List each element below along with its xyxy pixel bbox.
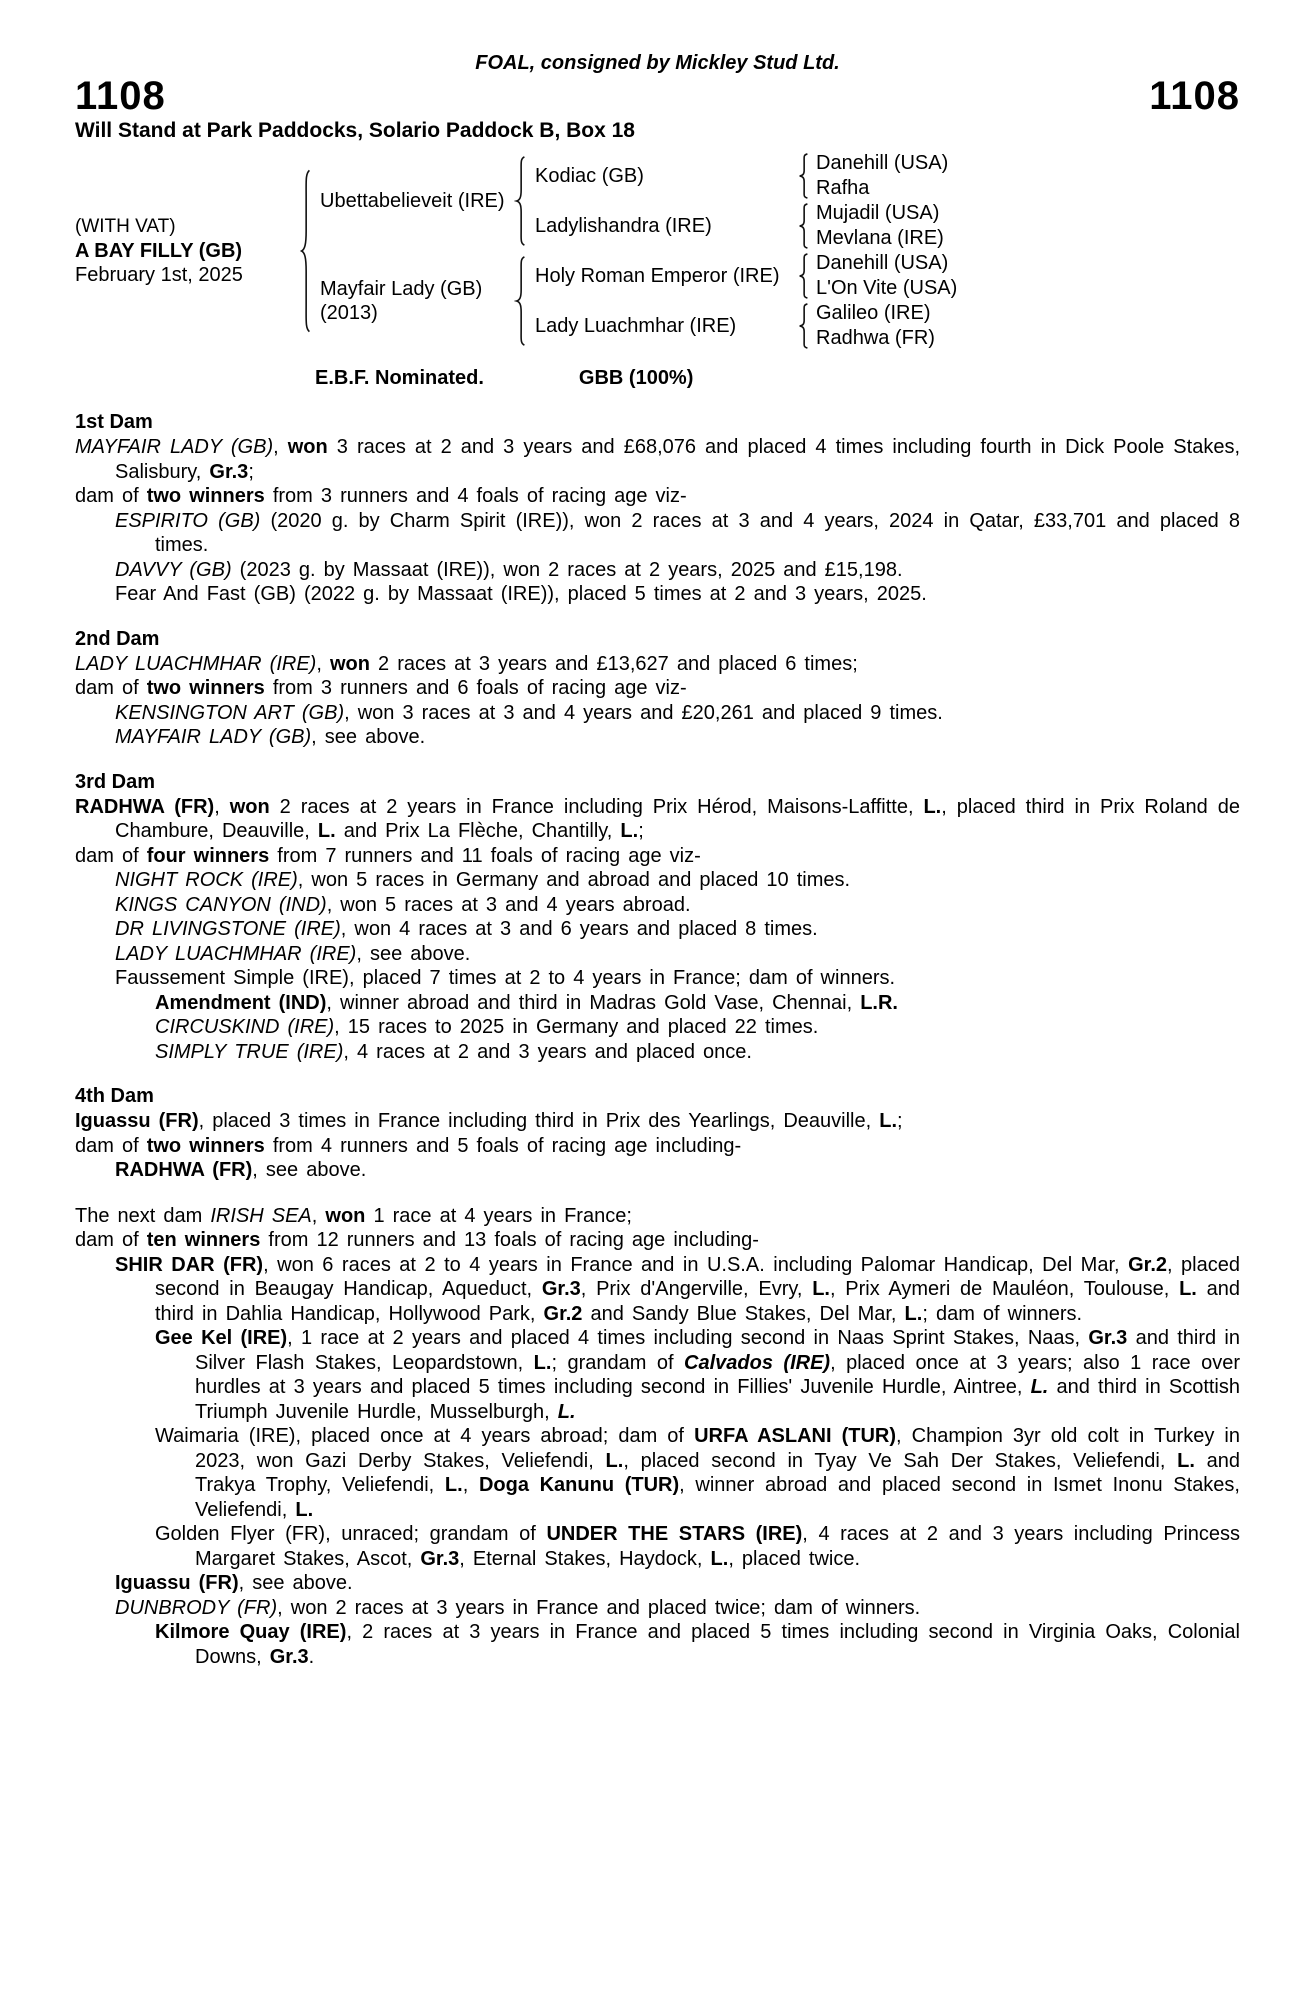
brace-icon xyxy=(790,203,816,249)
dam-dam-name: Lady Luachmhar (IRE) xyxy=(535,314,737,337)
great-grandparent-name: Galileo (IRE) xyxy=(816,302,931,324)
foal-date: February 1st, 2025 xyxy=(75,264,243,286)
pedigree-paragraph: Kilmore Quay (IRE), 2 races at 3 years in France and placed 5 times including second in Virginia Oaks, Colonial Downs, Gr.3. xyxy=(155,1621,1241,1668)
pedigree-paragraph: DR LIVINGSTONE (IRE), won 4 races at 3 and 6 years and placed 8 times. xyxy=(115,918,818,940)
pedigree-paragraph: SIMPLY TRUE (IRE), 4 races at 2 and 3 years and placed once. xyxy=(155,1040,752,1063)
pedigree-paragraph: ESPIRITO (GB) (2020 g. by Charm Spirit (IRE)), won 2 races at 3 and 4 years, 2024 in Qatar, £33,701 and placed 8 times. xyxy=(115,509,1240,556)
great-grandparent-name: Mevlana (IRE) xyxy=(816,227,944,249)
brace-icon xyxy=(790,253,816,299)
dam-name-block xyxy=(320,277,505,325)
gbb-status-label: GBB (100%) xyxy=(578,367,694,389)
brace-icon xyxy=(505,155,535,247)
pedigree-paragraph: dam of two winners from 3 runners and 4 foals of racing age viz- xyxy=(75,485,687,507)
pedigree-paragraph: LADY LUACHMHAR (IRE), won 2 races at 3 years and £13,627 and placed 6 times; xyxy=(75,652,858,675)
dam-sire-name: Holy Roman Emperor (IRE) xyxy=(535,264,780,287)
dam-heading: 1st Dam xyxy=(75,411,153,433)
pedigree-paragraph: Golden Flyer (FR), unraced; grandam of UNDER THE STARS (IRE), 4 races at 2 and 3 years including Princess Margaret Stakes, Ascot, Gr.3, Eternal Stakes, Haydock, L., placed twice. xyxy=(155,1523,1241,1570)
pedigree-paragraph: Faussement Simple (IRE), placed 7 times at 2 to 4 years in France; dam of winners. xyxy=(115,967,896,989)
lot-number-left: 1108 xyxy=(75,74,166,118)
dam-section xyxy=(75,771,1240,1065)
brace-icon xyxy=(790,303,816,349)
dam-section xyxy=(75,1204,1240,1670)
pedigree-paragraph: MAYFAIR LADY (GB), see above. xyxy=(115,726,426,748)
pedigree-paragraph: CIRCUSKIND (IRE), 15 races to 2025 in Germany and placed 22 times. xyxy=(155,1016,819,1038)
dam-section xyxy=(75,411,1240,607)
pedigree-paragraph: NIGHT ROCK (IRE), won 5 races in Germany and abroad and placed 10 times. xyxy=(115,869,851,891)
pedigree-tree xyxy=(75,151,1240,351)
great-grandparent-name: Radhwa (FR) xyxy=(816,327,935,349)
dam-heading: 4th Dam xyxy=(75,1085,154,1107)
great-grandparent-name: Rafha xyxy=(816,177,870,199)
pedigree-paragraph: Iguassu (FR), placed 3 times in France including third in Prix des Yearlings, Deauville, L.; xyxy=(75,1110,903,1132)
pedigree-paragraph: DUNBRODY (FR), won 2 races at 3 years in France and placed twice; dam of winners. xyxy=(115,1596,921,1619)
brace-icon xyxy=(505,255,535,347)
dam-name: Mayfair Lady (GB) xyxy=(320,278,483,300)
pedigree-paragraph: Amendment (IND), winner abroad and third in Madras Gold Vase, Chennai, L.R. xyxy=(155,991,898,1014)
pedigree-paragraph: Fear And Fast (GB) (2022 g. by Massaat (IRE)), placed 5 times at 2 and 3 years, 2025. xyxy=(115,583,927,605)
dam-section xyxy=(75,628,1240,750)
brace-icon xyxy=(290,167,320,335)
lot-number-right: 1108 xyxy=(1149,74,1240,118)
pedigree-paragraph: The next dam IRISH SEA, won 1 race at 4 years in France; xyxy=(75,1204,632,1227)
dam-section xyxy=(75,1085,1240,1183)
sire-sire-name: Kodiac (GB) xyxy=(535,164,644,187)
sire-name: Ubettabelieveit (IRE) xyxy=(320,189,505,212)
nominations-line xyxy=(315,367,1240,390)
sire-dam-name: Ladylishandra (IRE) xyxy=(535,214,712,237)
pedigree-paragraph: KINGS CANYON (IND), won 5 races at 3 and 4 years abroad. xyxy=(115,893,691,916)
pedigree-paragraph: dam of two winners from 4 runners and 5 foals of racing age including- xyxy=(75,1134,742,1157)
pedigree-paragraph: Gee Kel (IRE), 1 race at 2 years and placed 4 times including second in Naas Sprint Stakes, Naas, Gr.3 and third in Silver Flash Stakes, Leopardstown, L.; grandam of Calvados (IRE), placed once at 3 years; also 1 race over hurdles at 3 years and placed 5 times including second in Fillies' Juvenile Hurdle, Aintree, L. and third in Scottish Triumph Juvenile Hurdle, Musselburgh, L. xyxy=(155,1327,1240,1423)
pedigree-paragraph: dam of two winners from 3 runners and 6 foals of racing age viz- xyxy=(75,677,687,699)
consignor-line: FOAL, consigned by Mickley Stud Ltd. xyxy=(475,52,840,74)
ebf-nominated-label: E.B.F. Nominated. xyxy=(315,367,484,389)
pedigree-paragraph: RADHWA (FR), see above. xyxy=(115,1159,367,1181)
pedigree-paragraph: dam of ten winners from 12 runners and 13 foals of racing age including- xyxy=(75,1229,759,1251)
great-grandparent-name: L'On Vite (USA) xyxy=(816,277,958,299)
pedigree-paragraph: DAVVY (GB) (2023 g. by Massaat (IRE)), won 2 races at 2 years, 2025 and £15,198. xyxy=(115,558,903,581)
vat-note: (WITH VAT) xyxy=(75,216,176,237)
brace-icon xyxy=(790,153,816,199)
great-grandparent-name: Danehill (USA) xyxy=(816,152,949,174)
dam-heading: 2nd Dam xyxy=(75,627,160,650)
stand-location-line: Will Stand at Park Paddocks, Solario Paddock B, Box 18 xyxy=(75,119,635,142)
subject-details xyxy=(75,215,290,287)
pedigree-paragraph: LADY LUACHMHAR (IRE), see above. xyxy=(115,942,471,965)
dam-heading: 3rd Dam xyxy=(75,770,156,793)
great-grandparent-name: Danehill (USA) xyxy=(816,252,949,274)
pedigree-paragraph: MAYFAIR LADY (GB), won 3 races at 2 and 3 years and £68,076 and placed 4 times including fourth in Dick Poole Stakes, Salisbury, Gr.3; xyxy=(75,436,1240,483)
lot-row xyxy=(75,75,1240,117)
great-grandparent-name: Mujadil (USA) xyxy=(816,202,940,224)
pedigree-paragraph: Waimaria (IRE), placed once at 4 years abroad; dam of URFA ASLANI (TUR), Champion 3yr old colt in Turkey in 2023, won Gazi Derby Stakes, Veliefendi, L., placed second in Tyay Ve Sah Der Stakes, Veliefendi, L. and Trakya Trophy, Veliefendi, L., Doga Kanunu (TUR), winner abroad and placed second in Ismet Inonu Stakes, Veliefendi, L. xyxy=(155,1425,1240,1521)
dam-year: (2013) xyxy=(320,302,378,324)
pedigree-text xyxy=(75,411,1240,1669)
pedigree-paragraph: SHIR DAR (FR), won 6 races at 2 to 4 years in France and in U.S.A. including Palomar Handicap, Del Mar, Gr.2, placed second in Beaugay Handicap, Aqueduct, Gr.3, Prix d'Angerville, Evry, L., Prix Aymeri de Mauléon, Toulouse, L. and third in Dahlia Handicap, Hollywood Park, Gr.2 and Sandy Blue Stakes, Del Mar, L.; dam of winners. xyxy=(115,1253,1240,1325)
pedigree-paragraph: dam of four winners from 7 runners and 11 foals of racing age viz- xyxy=(75,844,701,867)
horse-name: A BAY FILLY (GB) xyxy=(75,240,243,262)
pedigree-paragraph: Iguassu (FR), see above. xyxy=(115,1572,353,1594)
pedigree-paragraph: RADHWA (FR), won 2 races at 2 years in France including Prix Hérod, Maisons-Laffitte, L., placed third in Prix Roland de Chambure, Deauville, L. and Prix La Flèche, Chantilly, L.; xyxy=(75,795,1240,842)
pedigree-paragraph: KENSINGTON ART (GB), won 3 races at 3 and 4 years and £20,261 and placed 9 times. xyxy=(115,701,943,724)
